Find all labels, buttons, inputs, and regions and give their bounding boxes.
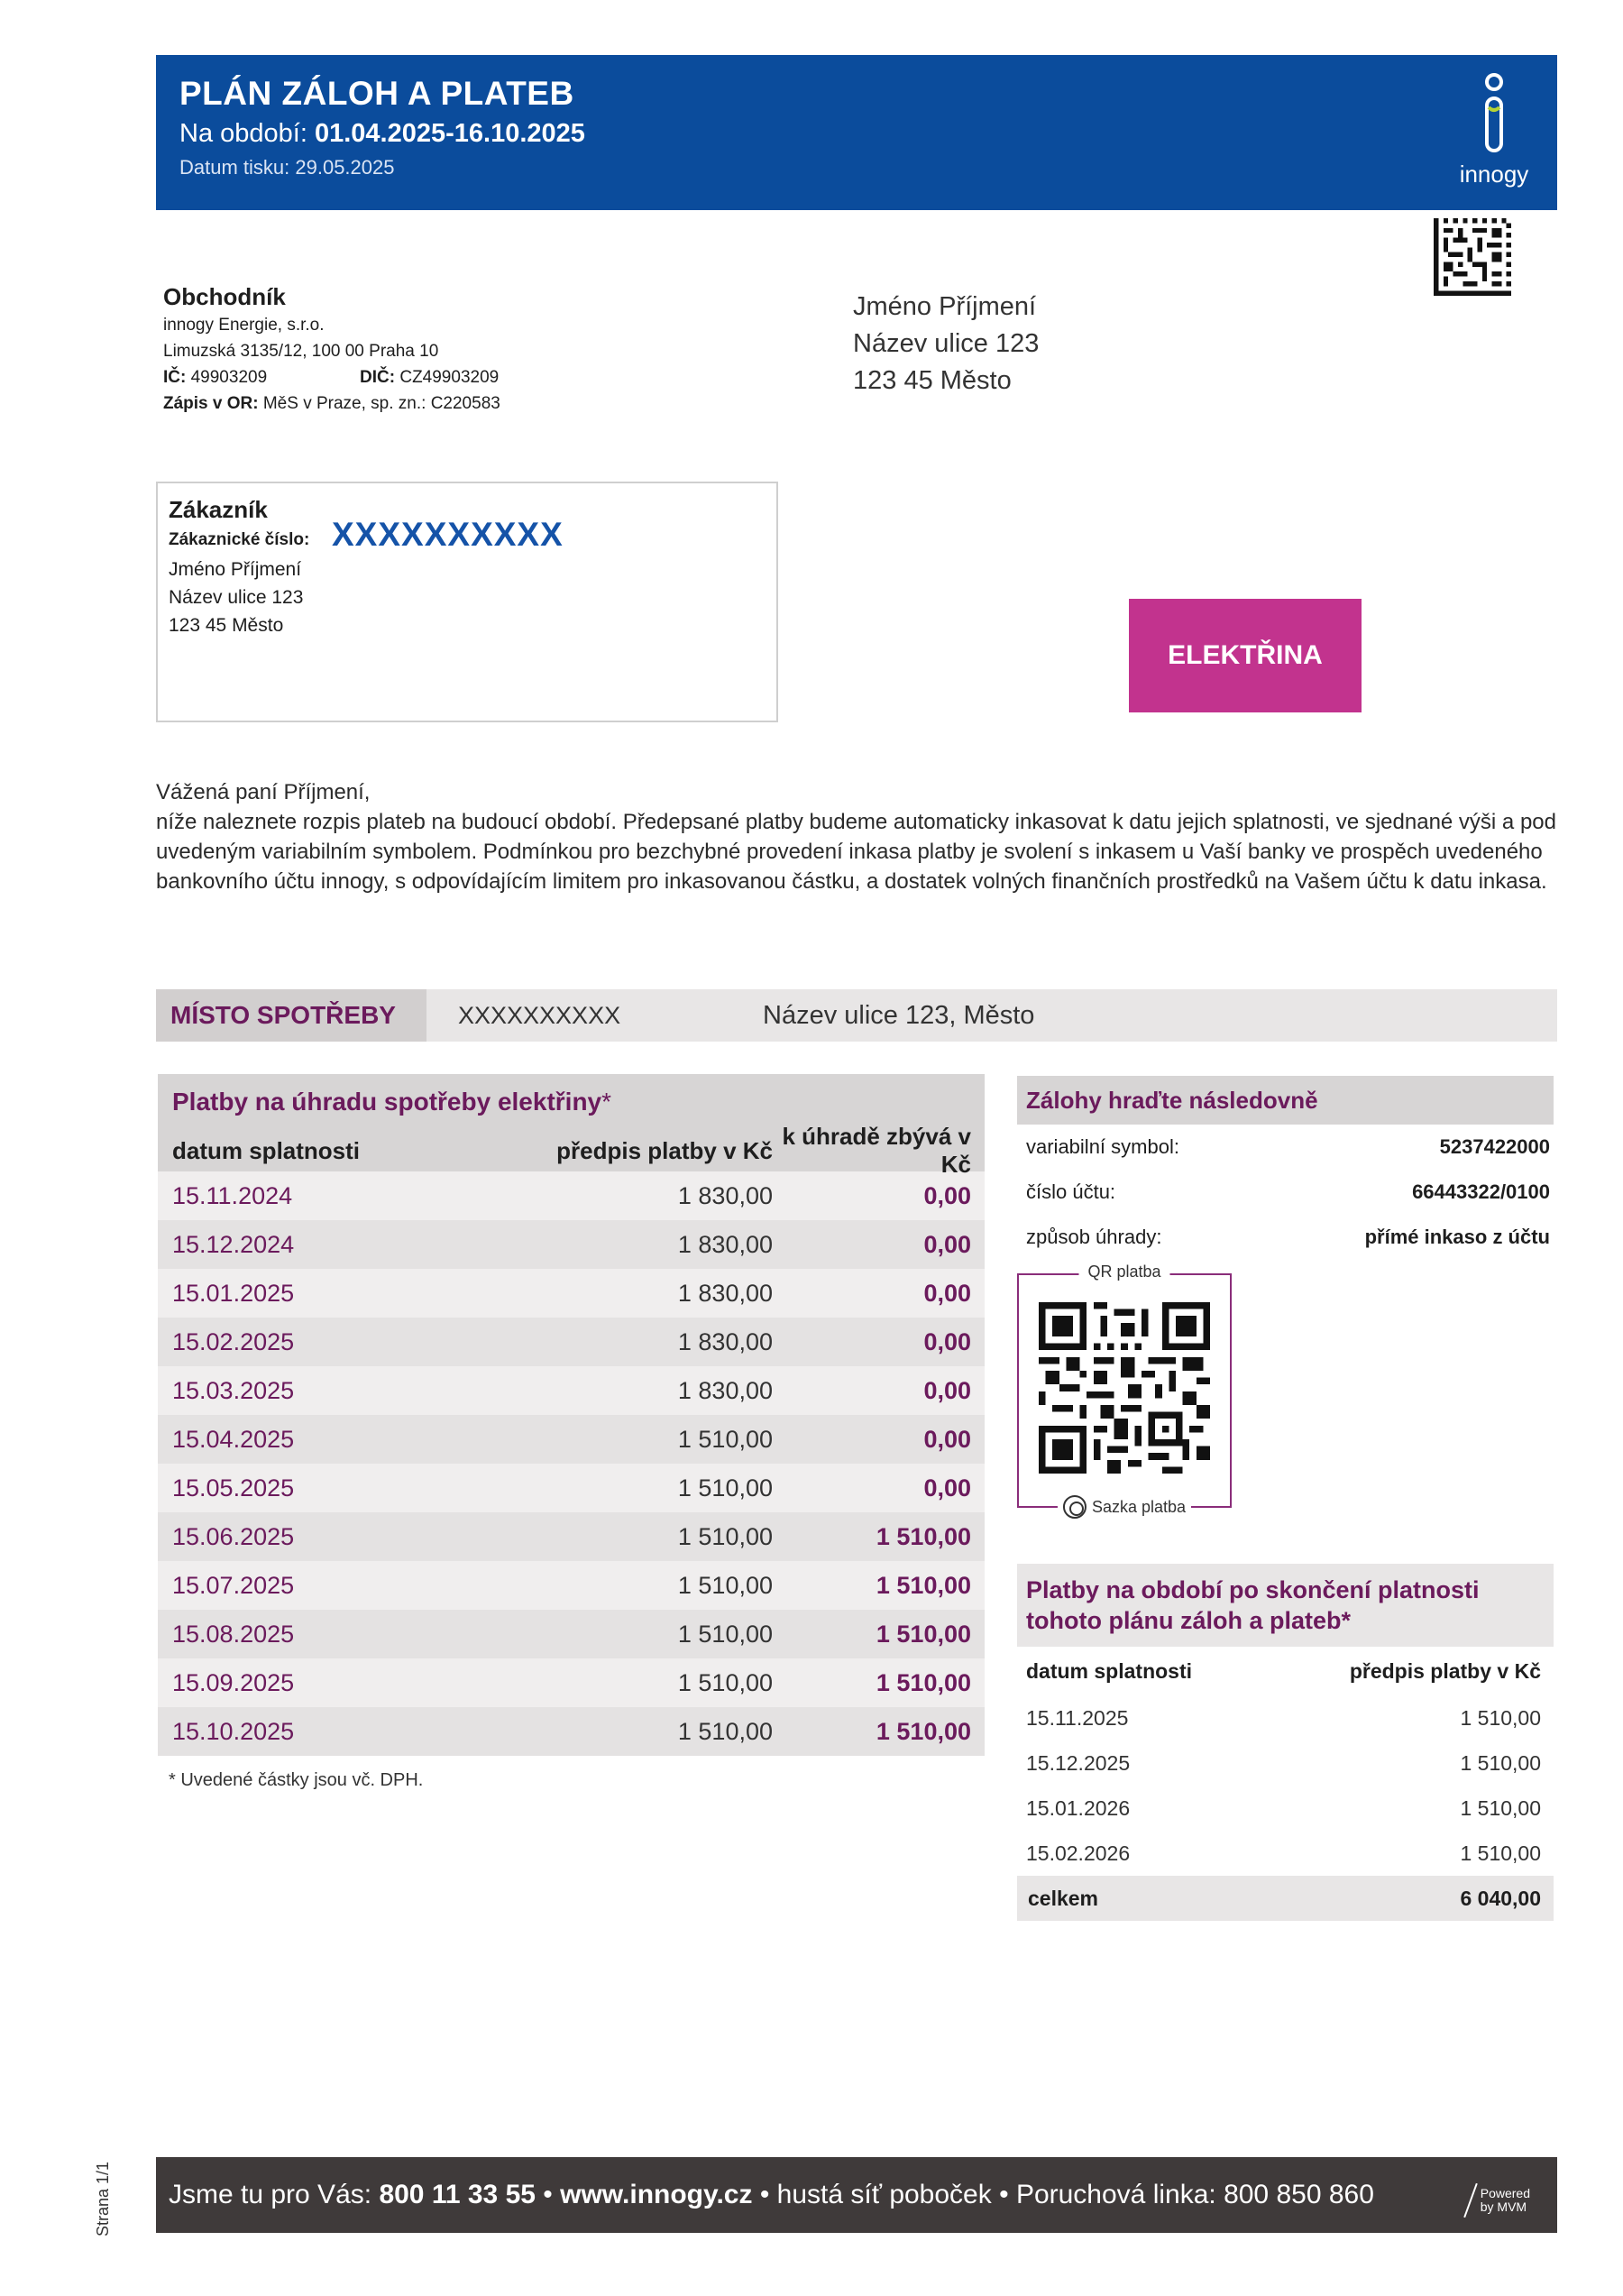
customer-city: 123 45 Město (169, 615, 284, 636)
future-total-row: celkem 6 040,00 (1017, 1876, 1554, 1921)
powered-by-mvm: Powered by MVM (1470, 2182, 1530, 2218)
customer-heading: Zákazník (169, 496, 268, 523)
fault-line: Poruchová linka: 800 850 860 (1015, 2180, 1374, 2209)
ic-label: IČ: (163, 368, 187, 387)
trader-block (163, 281, 500, 417)
table-row: 15.09.2025 1 510,00 1 510,00 (158, 1658, 985, 1707)
consumption-place-code: XXXXXXXXXX (458, 1002, 621, 1029)
period-label: Na období: (179, 119, 307, 148)
hotline-phone[interactable]: 800 11 33 55 (379, 2180, 536, 2209)
recipient-address (853, 289, 1039, 400)
footer-contacts: Jsme tu pro Vás: 800 11 33 55 • www.innogy.cz • hustá síť poboček • Poruchová linka: 800 850 860 (169, 2180, 1374, 2209)
period-value: 01.04.2025-16.10.2025 (314, 119, 585, 148)
table-row: 15.08.2025 1 510,00 1 510,00 (158, 1610, 985, 1658)
payments-header (158, 1123, 985, 1178)
sazka-logo-icon (1063, 1495, 1087, 1519)
innogy-logo (1449, 71, 1539, 197)
recipient-city: 123 45 Město (853, 366, 1012, 395)
print-date: Datum tisku: 29.05.2025 (179, 156, 395, 179)
variable-symbol-row: variabilní symbol: 5237422000 (1026, 1135, 1550, 1158)
payments-title-mark: * (601, 1088, 612, 1116)
table-row: 15.11.2024 1 830,00 0,00 (158, 1171, 985, 1220)
account-number-row: číslo účtu: 66443322/0100 (1026, 1180, 1550, 1203)
col-remaining: k úhradě zbývá v Kč (782, 1123, 971, 1178)
dic-label: DIČ: (360, 368, 396, 387)
customer-name: Jméno Příjmení (169, 559, 302, 580)
future-payments-table (1017, 1564, 1554, 1921)
future-payments-header (1017, 1647, 1554, 1695)
recipient-street: Název ulice 123 (853, 329, 1040, 358)
table-row: 15.02.2025 1 830,00 0,00 (158, 1318, 985, 1366)
customer-box (156, 482, 778, 722)
document-title: PLÁN ZÁLOH A PLATEB (179, 75, 574, 112)
variable-symbol: 5237422000 (1439, 1135, 1550, 1158)
qr-payment-box (1017, 1263, 1232, 1516)
vat-footnote: * Uvedené částky jsou vč. DPH. (169, 1770, 424, 1790)
table-row: 15.02.2026 1 510,00 (1026, 1841, 1541, 1865)
qr-code-icon (1039, 1302, 1210, 1474)
trader-ids (163, 364, 500, 390)
trader-name: innogy Energie, s.r.o. (163, 316, 325, 335)
consumption-place-bar (156, 989, 1557, 1042)
table-row: 15.07.2025 1 510,00 1 510,00 (158, 1561, 985, 1610)
col-amount: předpis platby v Kč (556, 1136, 773, 1164)
commodity-badge: ELEKTŘINA (1129, 599, 1362, 712)
table-row: 15.04.2025 1 510,00 0,00 (158, 1415, 985, 1464)
ic-value: 49903209 (190, 368, 268, 387)
account-number: 66443322/0100 (1412, 1180, 1550, 1203)
customer-number-label: Zákaznické číslo: (169, 530, 310, 549)
page-number: Strana 1/1 (94, 2161, 112, 2236)
letter-text (156, 777, 1563, 896)
table-row: 15.11.2025 1 510,00 (1026, 1705, 1541, 1730)
trader-register (163, 390, 500, 417)
future-payments-title: Platby na období po skončení platnosti tohoto plánu záloh a plateb* (1017, 1564, 1554, 1647)
payments-title: Platby na úhradu spotřeby elektřiny* (158, 1074, 985, 1130)
period (179, 119, 585, 149)
trader-heading: Obchodník (163, 283, 286, 310)
payments-body (158, 1171, 985, 1756)
table-row: 15.01.2026 1 510,00 (1026, 1795, 1541, 1820)
table-row: 15.12.2024 1 830,00 0,00 (158, 1220, 985, 1269)
register-value: MěS v Praze, sp. zn.: C220583 (262, 394, 500, 413)
payment-method-row: způsob úhrady: přímé inkaso z účtu (1026, 1226, 1550, 1248)
col-due-date: datum splatnosti (1026, 1658, 1193, 1683)
payment-instructions (1017, 1076, 1554, 1260)
datamatrix-code (1434, 218, 1511, 296)
col-amount: předpis platby v Kč (1349, 1658, 1541, 1683)
brand-name: innogy (1459, 161, 1529, 188)
customer-number: XXXXXXXXXX (332, 516, 564, 553)
salutation: Vážená paní Příjmení, (156, 780, 371, 804)
table-row: 15.10.2025 1 510,00 1 510,00 (158, 1707, 985, 1756)
document-header (156, 55, 1557, 210)
slash-icon (1463, 2183, 1478, 2218)
table-row: 15.12.2025 1 510,00 (1026, 1750, 1541, 1775)
table-row: 15.03.2025 1 830,00 0,00 (158, 1366, 985, 1415)
table-row: 15.05.2025 1 510,00 0,00 (158, 1464, 985, 1512)
future-total: 6 040,00 (1460, 1886, 1541, 1910)
recipient-name: Jméno Příjmení (853, 292, 1037, 321)
col-due-date: datum splatnosti (172, 1136, 361, 1164)
payments-table (158, 1074, 985, 1756)
customer-street: Název ulice 123 (169, 587, 304, 608)
table-row: 15.06.2025 1 510,00 1 510,00 (158, 1512, 985, 1561)
footer-bar (156, 2157, 1557, 2233)
qr-caption: QR platba (1078, 1263, 1169, 1281)
register-label: Zápis v OR: (163, 394, 259, 413)
trader-address: Limuzská 3135/12, 100 00 Praha 10 (163, 342, 439, 361)
dic-value: CZ49903209 (399, 368, 500, 387)
customer-address (169, 556, 303, 639)
sazka-label: Sazka platba (1058, 1495, 1191, 1519)
innogy-mark-icon (1449, 71, 1539, 161)
consumption-place-label: MÍSTO SPOTŘEBY (156, 989, 426, 1042)
consumption-place-address: Název ulice 123, Město (763, 1001, 1035, 1030)
table-row: 15.01.2025 1 830,00 0,00 (158, 1269, 985, 1318)
website-link[interactable]: www.innogy.cz (560, 2180, 753, 2209)
payment-method: přímé inkaso z účtu (1364, 1226, 1550, 1248)
letter-body: níže naleznete rozpis plateb na budoucí období. Předepsané platby budeme automaticky inkasovat k datu jejich splatnosti, ve sjednané výši a pod uvedeným variabilním symbolem. Podmínkou pro bezchybné provedení inkasa platby je svolení s inkasem u Vaší banky ve prospěch uvedeného bankovního účtu innogy, s odpovídajícím limitem pro inkasovanou částku, a dostatek volných finančních prostředků na Vašem účtu k datu inkasa. (156, 810, 1556, 894)
instructions-title: Zálohy hraďte následovně (1017, 1076, 1554, 1125)
